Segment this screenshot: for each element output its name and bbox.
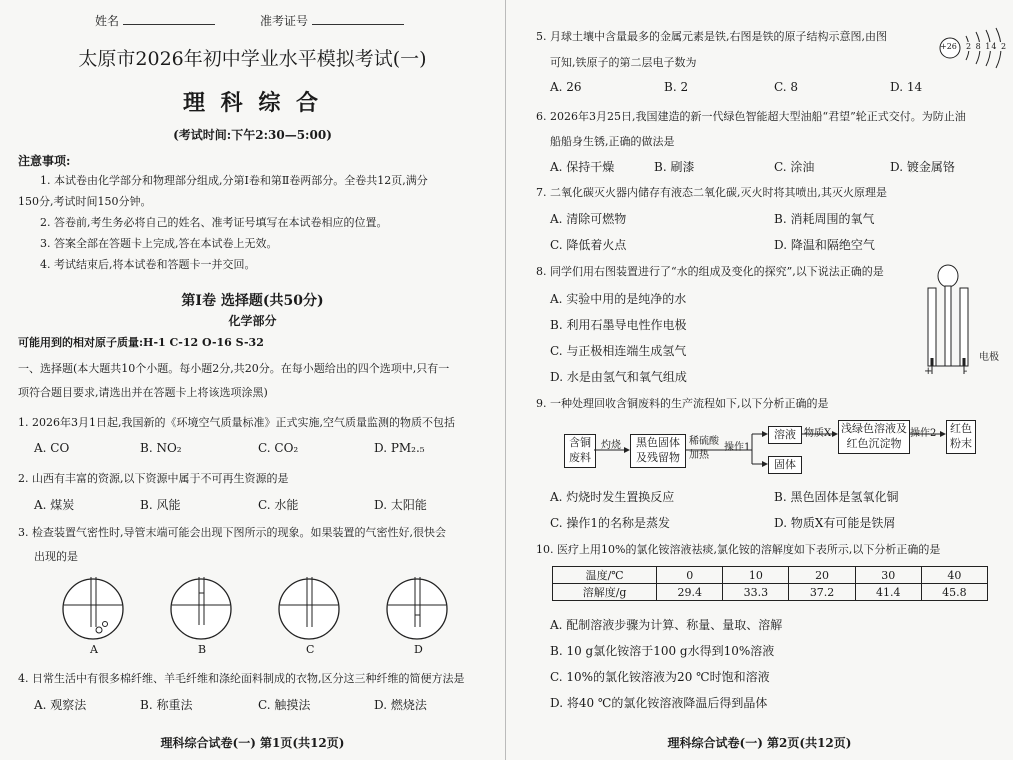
q3-label-b: B — [198, 643, 207, 656]
table-row — [553, 567, 988, 584]
exam-no-field — [260, 12, 404, 29]
q8-option-c: C. 与正极相连端生成氢气 — [550, 344, 687, 358]
page-2-footer: 理科综合试卷(一) 第2页(共12页) — [667, 736, 852, 750]
table-cell: 45.8 — [921, 584, 987, 601]
q7-option-c: C. 降低着火点 — [550, 238, 627, 252]
q9-stem: 9. 一种处理回收含铜废料的生产流程如下,以下分析正确的是 — [536, 397, 829, 410]
q6-option-d: D. 镀金属铬 — [890, 160, 955, 174]
q4-option-d: D. 燃烧法 — [374, 698, 427, 712]
exam-no-blank — [312, 12, 404, 25]
q7-option-b: B. 消耗周围的氧气 — [774, 212, 875, 226]
q4-stem: 4. 日常生活中有很多棉纤维、羊毛纤维和涤纶面料制成的衣物,区分这三种纤维的简便方法是 — [18, 672, 465, 685]
q7-option-d: D. 降温和隔绝空气 — [774, 238, 875, 252]
q9-option-d: D. 物质X有可能是铁屑 — [774, 516, 896, 530]
positive-terminal: + — [924, 366, 933, 377]
table-cell: 29.4 — [657, 584, 723, 601]
intro-line-1: 一、选择题(本大题共10个小题。每小题2分,共20分。在每小题给出的四个选项中,只有一 — [18, 362, 450, 375]
beaker-d-diagram — [387, 577, 447, 639]
flow-label-roast: 灼烧 — [601, 440, 621, 451]
q1-stem: 1. 2026年3月1日起,我国新的《环境空气质量标准》正式实施,空气质量监测的物质不包括 — [18, 416, 455, 429]
page-1-footer: 理科综合试卷(一) 第1页(共12页) — [160, 736, 345, 750]
table-row — [553, 584, 988, 601]
q6-option-c: C. 涂油 — [774, 160, 815, 174]
notice-1: 1. 本试卷由化学部分和物理部分组成,分第Ⅰ卷和第Ⅱ卷两部分。全卷共12页,满分 — [40, 174, 428, 187]
notice-1b: 150分,考试时间150分钟。 — [18, 195, 152, 208]
table-cell: 37.2 — [789, 584, 855, 601]
atomic-mass: 可能用到的相对原子质量:H-1 C-12 O-16 S-32 — [18, 336, 264, 349]
q2-option-a: A. 煤炭 — [34, 498, 75, 512]
q8-option-d: D. 水是由氢气和氧气组成 — [550, 370, 687, 384]
exam-time: (考试时间:下午2:30—5:00) — [173, 128, 332, 142]
q10-option-c: C. 10%的氯化铵溶液为20 ℃时饱和溶液 — [550, 670, 770, 684]
q2-option-c: C. 水能 — [258, 498, 299, 512]
q5-stem-2: 可知,铁原子的第二层电子数为 — [550, 56, 697, 69]
electrode-label: 电极 — [979, 352, 999, 363]
q8-stem: 8. 同学们用右图装置进行了“水的组成及变化的探究”,以下说法正确的是 — [536, 265, 884, 278]
name-field — [95, 12, 215, 29]
beaker-a-diagram — [63, 577, 123, 639]
notice-title: 注意事项: — [18, 154, 71, 168]
q9-option-c: C. 操作1的名称是蒸发 — [550, 516, 671, 530]
flow-label-op2: 操作2 — [910, 428, 937, 439]
q1-option-b: B. NO₂ — [140, 441, 182, 455]
q2-stem: 2. 山西有丰富的资源,以下资源中属于不可再生资源的是 — [18, 472, 289, 485]
notice-3: 3. 答案全部在答题卡上完成,答在本试卷上无效。 — [40, 237, 278, 250]
flow-box-green-solution: 浅绿色溶液及 红色沉淀物 — [838, 420, 910, 454]
q1-option-a: A. CO — [34, 441, 70, 455]
flow-label-acid: 稀硫酸 加热 — [689, 436, 719, 461]
q6-option-b: B. 刷漆 — [654, 160, 695, 174]
q2-option-d: D. 太阳能 — [374, 498, 427, 512]
q3-label-a: A — [90, 643, 98, 656]
table-cell: 温度/℃ — [553, 567, 657, 584]
page-1 — [0, 0, 505, 760]
q3-stem-2: 出现的是 — [34, 550, 78, 563]
subject-title: 理 科 综 合 — [183, 90, 322, 116]
beaker-b-diagram — [171, 577, 231, 639]
q6-stem-2: 船船身生锈,正确的做法是 — [550, 135, 675, 148]
notice-2: 2. 答卷前,考生务必将自己的姓名、准考证号填写在本试卷相应的位置。 — [40, 216, 388, 229]
iron-electron-shells: 2 8 14 2 — [966, 42, 1008, 51]
q5-option-d: D. 14 — [890, 80, 923, 94]
flow-box-black-solid: 黑色固体 及残留物 — [630, 434, 686, 468]
q10-option-b: B. 10 g氯化铵溶于100 g水得到10%溶液 — [550, 644, 775, 658]
q7-option-a: A. 清除可燃物 — [550, 212, 627, 226]
q6-stem: 6. 2026年3月25日,我国建造的新一代绿色智能超大型油船“君望”轮正式交付。为防止油 — [536, 110, 966, 123]
page-2 — [506, 0, 1013, 760]
q1-option-c: C. CO₂ — [258, 441, 299, 455]
q10-option-a: A. 配制溶液步骤为计算、称量、量取、溶解 — [550, 618, 783, 632]
q4-option-a: A. 观察法 — [34, 698, 87, 712]
q6-option-a: A. 保持干燥 — [550, 160, 615, 174]
flow-label-op1: 操作1 — [724, 442, 751, 453]
table-cell: 20 — [789, 567, 855, 584]
table-cell: 10 — [723, 567, 789, 584]
exam-no-label: 准考证号 — [260, 14, 309, 28]
flow-box-solid: 固体 — [768, 456, 802, 474]
q3-label-d: D — [414, 643, 423, 656]
q3-label-c: C — [306, 643, 315, 656]
q5-option-b: B. 2 — [664, 80, 689, 94]
table-cell: 33.3 — [723, 584, 789, 601]
q10-stem: 10. 医疗上用10%的氯化铵溶液祛痰,氯化铵的溶解度如下表所示,以下分析正确的是 — [536, 543, 941, 556]
name-label: 姓名 — [95, 14, 120, 28]
exam-title: 太原市2026年初中学业水平模拟考试(一) — [78, 48, 427, 70]
electrolysis-apparatus — [918, 262, 978, 382]
q3-beaker-diagrams — [55, 575, 475, 645]
notice-4: 4. 考试结束后,将本试卷和答题卡一并交回。 — [40, 258, 256, 271]
q2-option-b: B. 风能 — [140, 498, 181, 512]
q5-stem: 5. 月球土壤中含量最多的金属元素是铁,右图是铁的原子结构示意图,由图 — [536, 30, 887, 43]
flow-box-copper-waste: 含铜 废料 — [564, 434, 596, 468]
q7-stem: 7. 二氧化碳灭火器内储存有液态二氧化碳,灭火时将其喷出,其灭火原理是 — [536, 186, 887, 199]
table-cell: 溶解度/g — [553, 584, 657, 601]
intro-line-2: 项符合题目要求,请选出并在答题卡上将该选项涂黑) — [18, 386, 268, 399]
q5-option-a: A. 26 — [550, 80, 582, 94]
q4-option-c: C. 触摸法 — [258, 698, 311, 712]
table-cell: 30 — [855, 567, 921, 584]
q5-option-c: C. 8 — [774, 80, 799, 94]
name-blank — [123, 12, 215, 25]
flow-label-x: 物质X — [804, 428, 832, 439]
q10-option-d: D. 将40 ℃的氯化铵溶液降温后得到晶体 — [550, 696, 768, 710]
q4-option-b: B. 称重法 — [140, 698, 193, 712]
table-cell: 41.4 — [855, 584, 921, 601]
table-cell: 0 — [657, 567, 723, 584]
section-title: 第Ⅰ卷 选择题(共50分) — [181, 293, 324, 309]
q1-option-d: D. PM₂.₅ — [374, 441, 425, 455]
flow-arrows — [594, 418, 954, 478]
q8-option-b: B. 利用石墨导电性作电极 — [550, 318, 687, 332]
table-cell: 40 — [921, 567, 987, 584]
q8-option-a: A. 实验中用的是纯净的水 — [550, 292, 687, 306]
part-title: 化学部分 — [228, 314, 277, 328]
q9-option-a: A. 灼烧时发生置换反应 — [550, 490, 675, 504]
q9-option-b: B. 黑色固体是氢氧化铜 — [774, 490, 899, 504]
flow-box-solution: 溶液 — [768, 426, 802, 444]
flow-box-red-powder: 红色 粉末 — [946, 420, 976, 454]
solubility-table — [552, 566, 988, 601]
negative-terminal: - — [964, 366, 968, 377]
iron-nucleus-label: +26 — [940, 42, 957, 51]
q3-stem: 3. 检查装置气密性时,导管末端可能会出现下图所示的现象。如果装置的气密性好,很快会 — [18, 526, 446, 539]
beaker-c-diagram — [279, 577, 339, 639]
